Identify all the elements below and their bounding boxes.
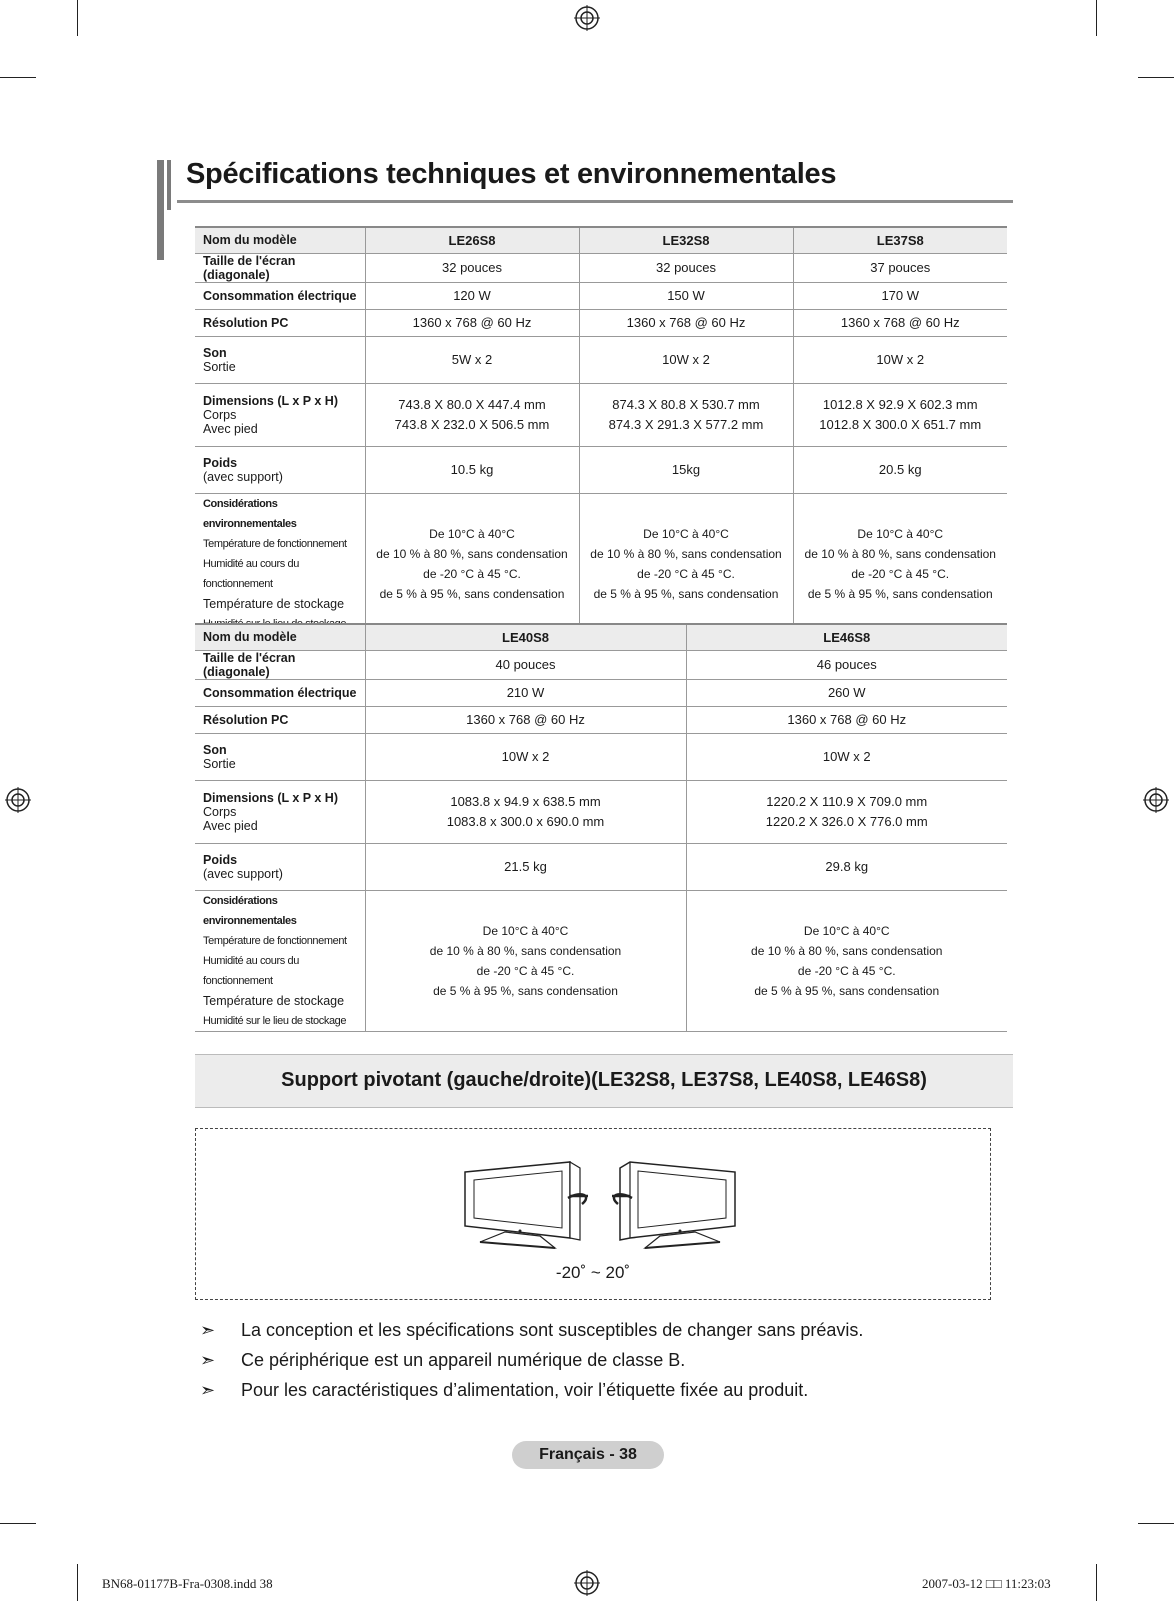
registration-mark-icon (5, 787, 31, 813)
cell-value: 20.5 kg (793, 446, 1007, 493)
row-sublabel: Sortie (203, 359, 236, 374)
spec-table-1 (195, 226, 1007, 635)
table-row (195, 493, 1007, 634)
cell-value: 21.5 kg (504, 859, 547, 874)
cell-value: de 5 % à 95 %, sans condensation (379, 586, 565, 601)
row-label: Poids (203, 852, 238, 867)
cell-value: De 10°C à 40°C (482, 923, 569, 938)
cell-value: 1360 x 768 @ 60 Hz (466, 712, 585, 727)
cell-value: De 10°C à 40°C (803, 923, 890, 938)
cell-value: 32 pouces (442, 260, 502, 275)
cell-value: 10.5 kg (450, 462, 494, 477)
cell-value: 29.8 kg (686, 843, 1007, 890)
row-sublabel: Corps (203, 407, 237, 422)
crop-mark (1138, 1523, 1174, 1524)
cell-value: 1220.2 X 110.9 X 709.0 mm (766, 793, 928, 809)
row-sublabel: (avec support) (203, 469, 283, 484)
table-row (195, 780, 1007, 843)
cell-value: 1360 x 768 @ 60 Hz (579, 309, 793, 336)
row-sublabel: Température de stockage (203, 993, 345, 1008)
row-label: Taille de l'écran (diagonale) (203, 650, 296, 679)
row-label: Son (203, 345, 227, 360)
title-accent-bar (167, 160, 171, 210)
registration-mark-icon (1143, 787, 1169, 813)
print-slug-filename: BN68-01177B-Fra-0308.indd 38 (102, 1576, 273, 1591)
table-row (195, 650, 1007, 679)
cell-value: 874.3 X 80.8 X 530.7 mm (612, 396, 760, 412)
cell-value: 1360 x 768 @ 60 Hz (412, 315, 532, 330)
row-label: Consommation électrique (203, 288, 357, 303)
cell-value: de 5 % à 95 %, sans condensation (433, 983, 618, 998)
title-accent-bar (157, 160, 164, 260)
row-label: Dimensions (L x P x H) (203, 790, 338, 805)
row-sublabel: Sortie (203, 756, 236, 771)
table-row (195, 309, 1007, 336)
cell-value: de -20 °C à 45 °C. (423, 566, 521, 581)
arrow-bullet-icon: ➣ (200, 1320, 216, 1340)
cell-value: de 10 % à 80 %, sans condensation (429, 943, 622, 958)
row-label: Consommation électrique (203, 685, 357, 700)
row-sublabel: Corps (203, 804, 237, 819)
cell-value: 874.3 X 291.3 X 577.2 mm (608, 416, 764, 432)
arrow-bullet-icon: ➣ (200, 1350, 216, 1370)
note-item (200, 1380, 808, 1401)
cell-value: de 5 % à 95 %, sans condensation (593, 586, 779, 601)
cell-value: 32 pouces (579, 253, 793, 282)
crop-mark (0, 77, 36, 78)
support-section-title: Support pivotant (gauche/droite)(LE32S8, LE37S8, LE40S8, LE46S8) (281, 1069, 927, 1091)
table-row (195, 890, 1007, 1031)
row-sublabel: Température de stockage (203, 596, 345, 611)
print-slug-timestamp: 2007-03-12 □□ 11:23:03 (922, 1576, 1051, 1591)
table-row (195, 624, 1007, 650)
cell-value: 46 pouces (686, 650, 1007, 679)
cell-value: De 10°C à 40°C (429, 526, 515, 541)
table-row (195, 227, 1007, 253)
row-label: Taille de l'écran (diagonale) (203, 253, 296, 282)
row-label: Poids (203, 455, 238, 470)
row-sublabel: Température de fonctionnement (203, 934, 347, 947)
note-text: La conception et les spécifications sont susceptibles de changer sans préavis. (241, 1320, 864, 1340)
row-label: Nom du modèle (195, 227, 365, 253)
table-row (195, 706, 1007, 733)
arrow-bullet-icon: ➣ (200, 1380, 216, 1400)
cell-value: 1360 x 768 @ 60 Hz (793, 309, 1007, 336)
cell-value: de 10 % à 80 %, sans condensation (590, 546, 782, 561)
crop-mark (77, 1564, 78, 1601)
cell-value: De 10°C à 40°C (643, 526, 729, 541)
cell-value: 10W x 2 (501, 749, 550, 764)
crop-mark (1096, 1564, 1097, 1601)
cell-value: de 10 % à 80 %, sans condensation (751, 943, 943, 958)
cell-value: 10W x 2 (793, 336, 1007, 383)
title-underline (177, 200, 1013, 203)
cell-value: de 10 % à 80 %, sans condensation (804, 546, 996, 561)
row-label: Considérations environnementales (203, 894, 297, 927)
page-number-badge: Français - 38 (512, 1441, 664, 1469)
table-row (195, 253, 1007, 282)
row-sublabel: Avec pied (203, 421, 258, 436)
cell-value: 37 pouces (793, 253, 1007, 282)
cell-value: de -20 °C à 45 °C. (797, 963, 896, 978)
cell-value: 10W x 2 (579, 336, 793, 383)
row-sublabel: Avec pied (203, 818, 258, 833)
note-item (200, 1320, 863, 1341)
note-text: Ce périphérique est un appareil numérique de classe B. (241, 1350, 686, 1370)
row-sublabel: Humidité sur le lieu de stockage (203, 1014, 347, 1027)
cell-value: 1220.2 X 326.0 X 776.0 mm (765, 813, 928, 829)
crop-mark (0, 1523, 36, 1524)
cell-value: 40 pouces (495, 657, 556, 672)
row-label: Dimensions (L x P x H) (203, 393, 338, 408)
cell-value: de 10 % à 80 %, sans condensation (376, 546, 568, 561)
table-row (195, 679, 1007, 706)
table-row (195, 843, 1007, 890)
cell-value: de 5 % à 95 %, sans condensation (807, 586, 993, 601)
cell-value: de 5 % à 95 %, sans condensation (754, 983, 940, 998)
row-sublabel: Humidité au cours du fonctionnement (203, 954, 299, 987)
cell-value: 1012.8 X 92.9 X 602.3 mm (822, 396, 978, 412)
note-item (200, 1350, 685, 1371)
cell-value: de -20 °C à 45 °C. (637, 566, 735, 581)
row-label: Son (203, 742, 227, 757)
swivel-stand-illustration (460, 1160, 740, 1260)
cell-value: 1012.8 X 300.0 X 651.7 mm (819, 416, 982, 432)
note-text: Pour les caractéristiques d’alimentation, voir l’étiquette fixée au produit. (241, 1380, 809, 1400)
row-label: Nom du modèle (195, 624, 365, 650)
table-row (195, 282, 1007, 309)
cell-value: 10W x 2 (686, 733, 1007, 780)
crop-mark (1096, 0, 1097, 36)
swivel-angle-label: -20˚ ~ 20˚ (555, 1263, 631, 1282)
row-label: Considérations environnementales (203, 497, 297, 530)
row-label: Résolution PC (203, 712, 289, 727)
cell-value: de -20 °C à 45 °C. (851, 566, 950, 581)
table-row (195, 383, 1007, 446)
crop-mark (1138, 77, 1174, 78)
row-sublabel: Température de fonctionnement (203, 537, 347, 550)
table-row (195, 336, 1007, 383)
cell-value: 1360 x 768 @ 60 Hz (686, 706, 1007, 733)
cell-value: 1083.8 x 300.0 x 690.0 mm (446, 813, 605, 829)
cell-value: 15kg (579, 446, 793, 493)
cell-value: 120 W (453, 288, 491, 303)
cell-value: 150 W (579, 282, 793, 309)
model-name: LE26S8 (365, 227, 579, 253)
model-name: LE37S8 (793, 227, 1007, 253)
cell-value: De 10°C à 40°C (857, 526, 944, 541)
cell-value: 5W x 2 (451, 352, 493, 367)
crop-mark (77, 0, 78, 36)
spec-table-2 (195, 623, 1007, 1032)
cell-value: 743.8 X 232.0 X 506.5 mm (394, 416, 550, 432)
model-name: LE32S8 (579, 227, 793, 253)
table-row (195, 446, 1007, 493)
cell-value: 210 W (506, 685, 545, 700)
model-name: LE46S8 (686, 624, 1007, 650)
cell-value: 170 W (793, 282, 1007, 309)
page-title: Spécifications techniques et environnementales (186, 158, 837, 190)
model-name: LE40S8 (365, 624, 686, 650)
cell-value: de -20 °C à 45 °C. (476, 963, 575, 978)
registration-mark-icon (574, 1570, 600, 1596)
row-sublabel: Humidité au cours du fonctionnement (203, 557, 299, 590)
row-label: Résolution PC (203, 315, 289, 330)
table-row (195, 733, 1007, 780)
registration-mark-icon (574, 5, 600, 31)
row-sublabel: (avec support) (203, 866, 283, 881)
cell-value: 1083.8 x 94.9 x 638.5 mm (450, 793, 601, 809)
cell-value: 743.8 X 80.0 X 447.4 mm (398, 396, 546, 412)
cell-value: 260 W (686, 679, 1007, 706)
